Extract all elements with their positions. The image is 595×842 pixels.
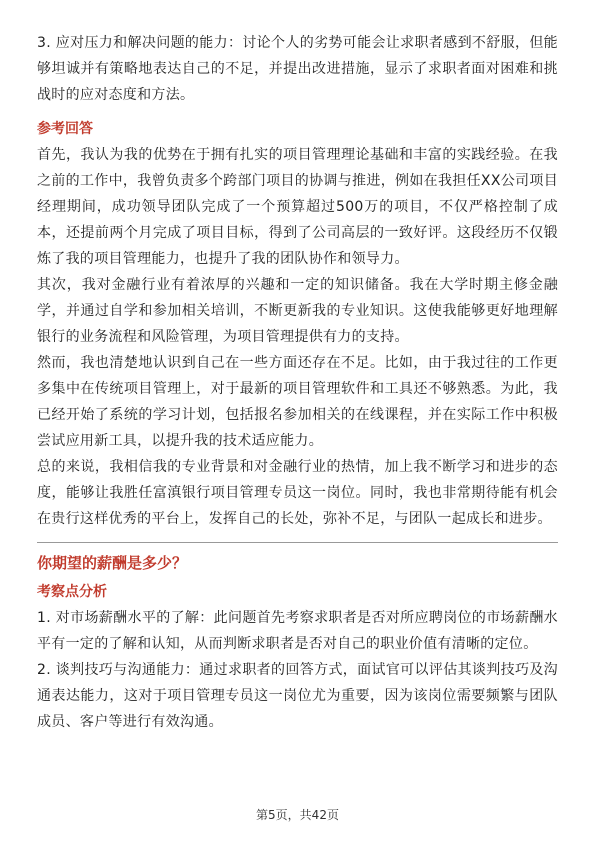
- analysis-item: 1. 对市场薪酬水平的了解：此问题首先考察求职者是否对所应聘岗位的市场薪酬水平有一定的了解和认知，从而判断求职者是否对自己的职业价值有清晰的定位。: [37, 610, 558, 652]
- question-title: 你期望的薪酬是多少？: [37, 554, 188, 572]
- reference-answer-heading: 参考回答: [37, 121, 93, 137]
- analysis-item: 2. 谈判技巧与沟通能力：通过求职者的回答方式，面试官可以评估其谈判技巧及沟通表达能力，这对于项目管理专员这一岗位尤为重要，因为该岗位需要频繁与团队成员、客户等进行有效沟通。: [37, 662, 558, 730]
- answer-paragraph: 其次，我对金融行业有着浓厚的兴趣和一定的知识储备。我在大学时期主修金融学，并通过自学和参加相关培训，不断更新我的专业知识。这使我能够更好地理解银行的业务流程和风险管理，为项目管理提供有力的支持。: [37, 277, 558, 345]
- answer-paragraph: 然而，我也清楚地认识到自己在一些方面还存在不足。比如，由于我过往的工作更多集中在传统项目管理上，对于最新的项目管理软件和工具还不够熟悉。为此，我已经开始了系统的学习计划，包括报名参加相关的在线课程，并在实际工作中积极尝试应用新工具，以提升我的技术适应能力。: [37, 355, 558, 449]
- section-divider: [37, 542, 558, 543]
- page-footer: 第5页，共42页: [256, 808, 339, 822]
- page-content: [37, 30, 558, 735]
- answer-paragraph: 首先，我认为我的优势在于拥有扎实的项目管理理论基础和丰富的实践经验。在我之前的工作中，我曾负责多个跨部门项目的协调与推进，例如在我担任XX公司项目经理期间，成功领导团队完成了一个预算超过500万的项目，不仅严格控制了成本，还提前两个月完成了项目目标，得到了公司高层的一致好评。这段经历不仅锻炼了我的项目管理能力，也提升了我的团队协作和领导力。: [37, 147, 558, 267]
- answer-paragraph: 总的来说，我相信我的专业背景和对金融行业的热情，加上我不断学习和进步的态度，能够让我胜任富滇银行项目管理专员这一岗位。同时，我也非常期待能有机会在贵行这样优秀的平台上，发挥自己的长处，弥补不足，与团队一起成长和进步。: [37, 459, 558, 527]
- analysis-heading: 考察点分析: [37, 584, 107, 600]
- previous-analysis-item: 3. 应对压力和解决问题的能力：讨论个人的劣势可能会让求职者感到不舒服，但能够坦诚并有策略地表达自己的不足，并提出改进措施，显示了求职者面对困难和挑战时的应对态度和方法。: [37, 35, 558, 103]
